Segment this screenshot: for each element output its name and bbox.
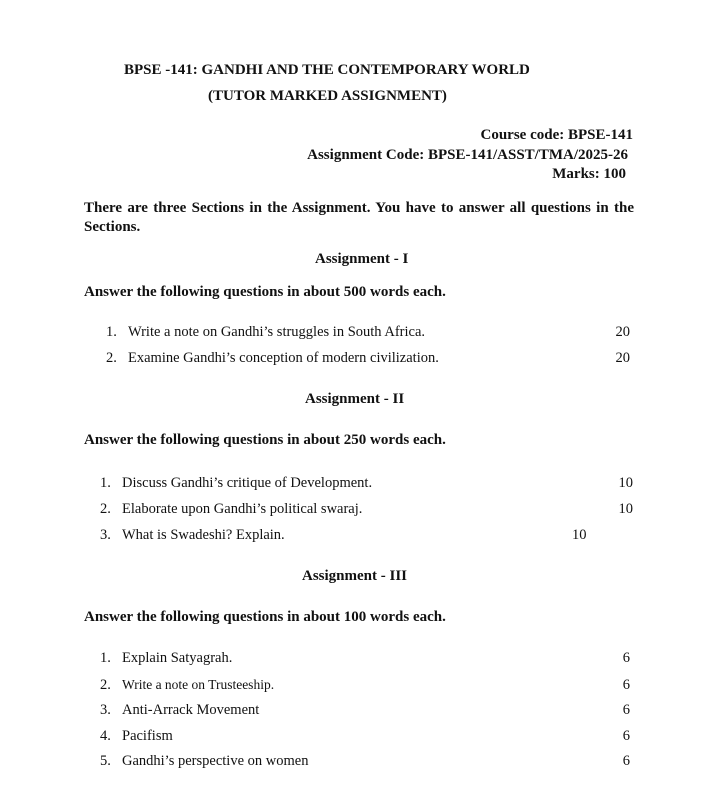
- question-number: 3.: [100, 527, 111, 543]
- question-marks: 6: [622, 650, 630, 666]
- question-marks: 10: [572, 527, 587, 543]
- section-title: Assignment - I: [315, 251, 409, 267]
- question-text: Write a note on Gandhi’s struggles in South Africa.: [128, 324, 426, 340]
- question-marks: 6: [622, 702, 630, 718]
- section-instruction: Answer the following questions in about 250 words each.: [84, 432, 446, 448]
- question-number: 2.: [106, 350, 117, 366]
- question-text: Explain Satyagrah.: [122, 650, 233, 666]
- question-number: 4.: [100, 728, 111, 744]
- question-number: 1.: [106, 324, 117, 340]
- intro-line-2: Sections.: [84, 219, 141, 235]
- question-item: [106, 350, 439, 367]
- question-number: 2.: [100, 501, 111, 517]
- question-number: 5.: [100, 753, 111, 769]
- question-marks: 6: [622, 728, 630, 744]
- question-marks: 10: [618, 475, 633, 491]
- question-marks: 6: [622, 753, 630, 769]
- question-marks: 10: [618, 501, 633, 517]
- question-item: [100, 702, 259, 719]
- question-text: Examine Gandhi’s conception of modern civilization.: [128, 350, 439, 366]
- question-number: 1.: [100, 650, 111, 666]
- section-title: Assignment - II: [305, 391, 405, 407]
- page-title: BPSE -141: GANDHI AND THE CONTEMPORARY WORLD: [124, 62, 530, 78]
- question-text: Pacifism: [122, 728, 173, 744]
- question-text: Anti-Arrack Movement: [122, 702, 260, 718]
- question-text: Gandhi’s perspective on women: [122, 753, 309, 769]
- question-item: [106, 324, 425, 341]
- question-item: [100, 728, 173, 745]
- section-instruction: Answer the following questions in about 100 words each.: [84, 609, 446, 625]
- course-code: Course code: BPSE-141: [480, 127, 633, 143]
- question-text: What is Swadeshi? Explain.: [122, 527, 285, 543]
- question-text: Discuss Gandhi’s critique of Development.: [122, 475, 373, 491]
- question-number: 3.: [100, 702, 111, 718]
- question-text: Write a note on Trusteeship.: [122, 677, 275, 692]
- intro-line-1: There are three Sections in the Assignment. You have to answer all questions in the: [84, 200, 634, 216]
- question-item: [100, 475, 372, 492]
- question-item: [100, 753, 308, 770]
- question-item: [100, 677, 274, 694]
- assignment-code: Assignment Code: BPSE-141/ASST/TMA/2025-26: [307, 147, 628, 163]
- question-marks: 20: [615, 324, 630, 340]
- question-number: 1.: [100, 475, 111, 491]
- question-item: [100, 501, 362, 518]
- page-subtitle: (TUTOR MARKED ASSIGNMENT): [208, 88, 447, 104]
- total-marks: Marks: 100: [552, 166, 626, 182]
- question-item: [100, 650, 232, 667]
- section-instruction: Answer the following questions in about 500 words each.: [84, 284, 446, 300]
- question-marks: 20: [615, 350, 630, 366]
- question-text: Elaborate upon Gandhi’s political swaraj.: [122, 501, 363, 517]
- question-number: 2.: [100, 677, 111, 693]
- question-marks: 6: [622, 677, 630, 693]
- section-title: Assignment - III: [302, 568, 408, 584]
- question-item: [100, 527, 285, 544]
